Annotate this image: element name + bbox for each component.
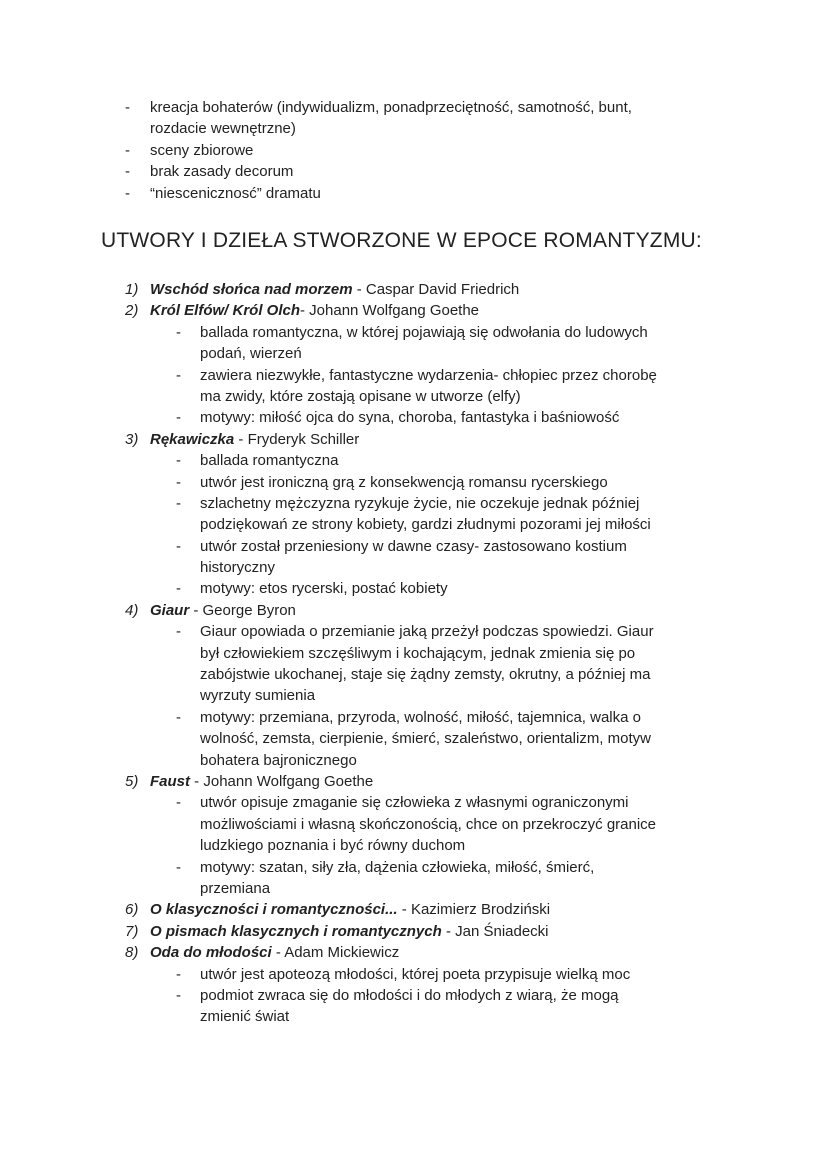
work-heading <box>150 300 479 321</box>
intro-item-text: brak zasady decorum <box>150 163 294 181</box>
bullet-dash: - <box>125 184 130 202</box>
work-heading <box>150 279 519 300</box>
work-bullet-line <box>0 407 828 428</box>
work-bullet-line <box>0 750 828 771</box>
work-bullet-text: historyczny <box>200 559 276 577</box>
work-bullet-line <box>0 643 828 664</box>
intro-item-text: kreacja bohaterów (indywidualizm, ponadprzeciętność, samotność, bunt, <box>150 99 632 116</box>
work-bullet-text: utwór jest apoteozą młodości, której poeta przypisuje wielką moc <box>200 965 631 983</box>
work-bullet-line <box>0 964 828 985</box>
work-bullet-line <box>0 450 828 471</box>
work-bullet-text: podań, wierzeń <box>200 345 302 363</box>
work-bullet-text: zawiera niezwykłe, fantastyczne wydarzenia- chłopiec przez chorobę <box>200 366 657 384</box>
bullet-dash: - <box>176 580 181 598</box>
works-list <box>0 279 828 1028</box>
work-bullet-line <box>0 857 828 878</box>
work-bullet-line <box>0 792 828 813</box>
work-item <box>0 600 828 621</box>
bullet-dash: - <box>176 794 181 812</box>
work-heading <box>150 942 399 963</box>
work-bullet-line <box>0 322 828 343</box>
work-bullet-text: podmiot zwraca się do młodości i do młodych z wiarą, że mogą <box>200 986 619 1004</box>
work-bullet-text: ballada romantyczna, w której pojawiają się odwołania do ludowych <box>200 323 648 341</box>
work-author: - Johann Wolfgang Goethe <box>190 772 374 790</box>
work-heading <box>150 921 549 942</box>
work-number: 8) <box>125 944 139 962</box>
work-item <box>0 942 828 963</box>
work-bullet-text: utwór opisuje zmaganie się człowieka z własnymi ograniczonymi <box>200 794 629 812</box>
work-bullet-line <box>0 1006 828 1027</box>
work-bullet-line <box>0 664 828 685</box>
work-title: O pismach klasycznych i romantycznych <box>150 922 442 940</box>
work-title: Faust <box>150 772 191 790</box>
work-bullet-line <box>0 365 828 386</box>
work-title: Wschód słońca nad morzem <box>150 281 353 298</box>
work-bullet-line <box>0 472 828 493</box>
work-bullet-text: ludzkiego poznania i być równy duchom <box>200 837 466 855</box>
intro-item-line <box>0 97 828 118</box>
work-bullet-text: bohatera bajronicznego <box>200 751 357 769</box>
work-author: - George Byron <box>189 601 296 619</box>
work-bullet-text: zmienić świat <box>200 1008 290 1026</box>
work-bullet-text: ma zwidy, które zostają opisane w utworze (elfy) <box>200 387 521 405</box>
work-title: Giaur <box>150 601 190 619</box>
work-title: Oda do młodości <box>150 944 272 962</box>
work-item <box>0 899 828 920</box>
bullet-dash: - <box>176 494 181 512</box>
work-title: O klasyczności i romantyczności... <box>150 901 398 919</box>
work-bullet-text: motywy: etos rycerski, postać kobiety <box>200 580 448 598</box>
work-title: Rękawiczka <box>150 430 235 448</box>
work-bullet-line <box>0 728 828 749</box>
bullet-dash: - <box>125 163 130 181</box>
work-bullet-text: wolność, zemsta, cierpienie, śmierć, szaleństwo, orientalizm, motyw <box>200 730 651 748</box>
work-bullet-line <box>0 343 828 364</box>
work-bullet-text: możliwościami i własną skończonością, chce on przekroczyć granice <box>200 815 657 833</box>
work-bullet-line <box>0 707 828 728</box>
work-author: - Fryderyk Schiller <box>234 430 360 448</box>
work-heading <box>150 429 359 450</box>
bullet-dash: - <box>176 965 181 983</box>
work-bullet-text: zabójstwie ukochanej, staje się żądny zemsty, okrutny, a później ma <box>200 666 651 684</box>
work-bullet-text: szlachetny mężczyzna ryzykuje życie, nie oczekuje jednak później <box>200 494 640 512</box>
bullet-dash: - <box>176 708 181 726</box>
work-bullet-text: przemiana <box>200 879 271 897</box>
work-author: - Jan Śniadecki <box>441 922 549 940</box>
intro-item-line <box>0 183 828 204</box>
intro-item-line <box>0 140 828 161</box>
work-author: - Johann Wolfgang Goethe <box>300 302 480 320</box>
work-item <box>0 921 828 942</box>
work-heading <box>150 899 550 920</box>
work-bullet-line <box>0 878 828 899</box>
work-number: 4) <box>125 601 139 619</box>
section-heading: UTWORY I DZIEŁA STWORZONE W EPOCE ROMANTYZMU: <box>101 229 702 252</box>
work-author: - Kazimierz Brodziński <box>397 901 551 919</box>
work-number: 1) <box>125 281 139 298</box>
work-number: 6) <box>125 901 139 919</box>
work-bullet-text: motywy: przemiana, przyroda, wolność, miłość, tajemnica, walka o <box>200 708 641 726</box>
work-bullet-line <box>0 514 828 535</box>
bullet-dash: - <box>176 409 181 427</box>
intro-item-text: “niescenicznosć” dramatu <box>150 184 321 202</box>
intro-item-line <box>0 118 828 139</box>
work-bullet-text: wyrzuty sumienia <box>200 687 316 705</box>
work-number: 5) <box>125 772 139 790</box>
work-bullet-line <box>0 386 828 407</box>
bullet-dash: - <box>176 537 181 555</box>
intro-item-line <box>0 161 828 182</box>
intro-item-text: rozdacie wewnętrzne) <box>150 120 296 138</box>
work-bullet-text: motywy: miłość ojca do syna, choroba, fantastyka i baśniowość <box>200 409 620 427</box>
work-bullet-line <box>0 621 828 642</box>
work-bullet-line <box>0 835 828 856</box>
intro-item-text: sceny zbiorowe <box>150 141 254 159</box>
work-author: - Caspar David Friedrich <box>352 281 520 298</box>
work-bullet-line <box>0 536 828 557</box>
bullet-dash: - <box>176 452 181 470</box>
work-item <box>0 300 828 321</box>
work-bullet-text: motywy: szatan, siły zła, dążenia człowieka, miłość, śmierć, <box>200 858 595 876</box>
work-bullet-text: Giaur opowiada o przemianie jaką przeżył podczas spowiedzi. Giaur <box>200 623 654 641</box>
bullet-dash: - <box>125 141 130 159</box>
work-bullet-text: ballada romantyczna <box>200 452 339 470</box>
bullet-dash: - <box>176 366 181 384</box>
work-heading <box>150 771 373 792</box>
work-item <box>0 279 828 300</box>
bullet-dash: - <box>176 986 181 1004</box>
work-bullet-line <box>0 493 828 514</box>
work-number: 3) <box>125 430 139 448</box>
work-bullet-text: podziękowań ze strony kobiety, gardzi złudnymi pozorami jej miłości <box>200 516 651 534</box>
work-heading <box>150 600 296 621</box>
bullet-dash: - <box>176 858 181 876</box>
work-number: 7) <box>125 922 139 940</box>
work-bullet-line <box>0 578 828 599</box>
work-number: 2) <box>125 302 139 320</box>
bullet-dash: - <box>176 473 181 491</box>
work-bullet-line <box>0 985 828 1006</box>
work-item <box>0 429 828 450</box>
work-bullet-line <box>0 685 828 706</box>
work-item <box>0 771 828 792</box>
work-author: - Adam Mickiewicz <box>271 944 400 962</box>
bullet-dash: - <box>125 99 130 116</box>
work-bullet-text: utwór został przeniesiony w dawne czasy- zastosowano kostium <box>200 537 627 555</box>
bullet-dash: - <box>176 323 181 341</box>
work-title: Król Elfów/ Król Olch <box>150 302 301 320</box>
work-bullet-text: był człowiekiem szczęśliwym i kochającym, jednak zmienia się po <box>200 644 636 662</box>
intro-list <box>0 97 828 204</box>
bullet-dash: - <box>176 623 181 641</box>
work-bullet-line <box>0 557 828 578</box>
work-bullet-text: utwór jest ironiczną grą z konsekwencją romansu rycerskiego <box>200 473 608 491</box>
work-bullet-line <box>0 814 828 835</box>
